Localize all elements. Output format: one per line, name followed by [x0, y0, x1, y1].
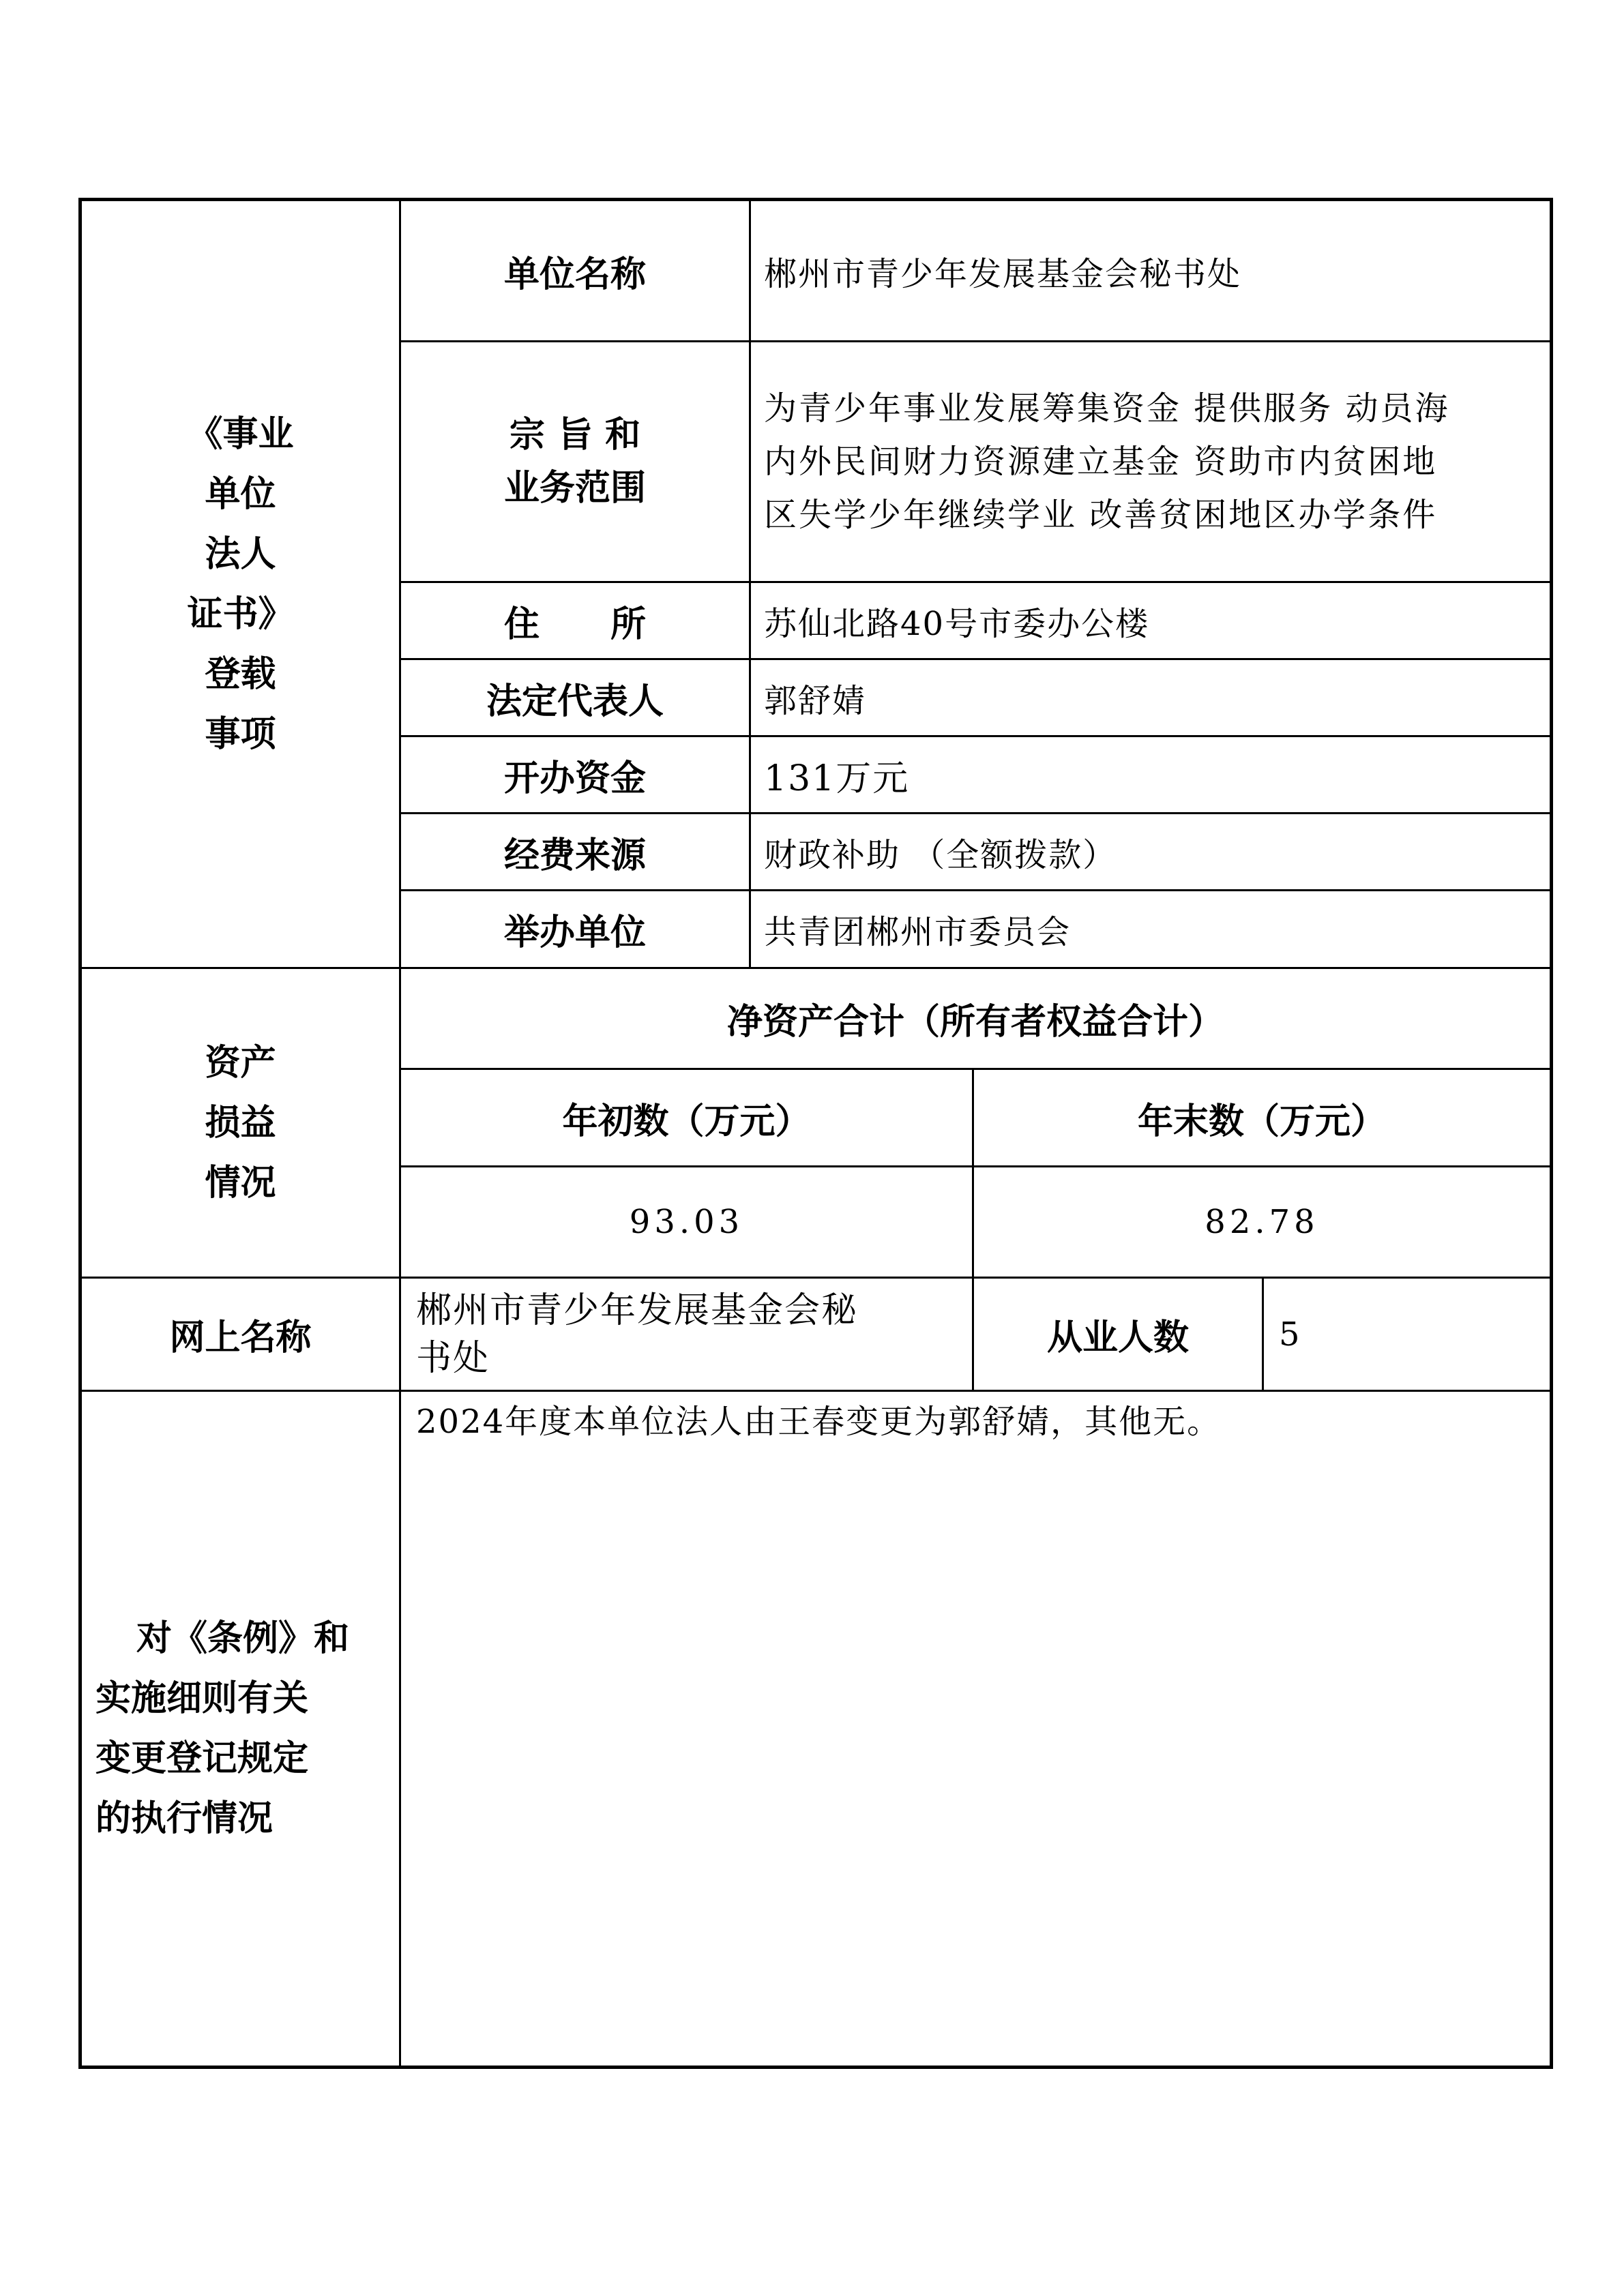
net-assets-header: 净资产合计（所有者权益合计）: [726, 1002, 1224, 1043]
compliance-text: 2024年度本单位法人由王春变更为郭舒婧，其他无。: [416, 1403, 1222, 1441]
staff-count-label: 从业人数: [1046, 1317, 1189, 1358]
online-name-value: 郴州市青少年发展基金会秘 书处: [416, 1289, 859, 1379]
sponsor-value: 共青团郴州市委员会: [764, 913, 1072, 951]
funding-source-label: 经费来源: [503, 835, 646, 876]
funding-source-value: 财政补助 （全额拨款）: [764, 835, 1117, 874]
legal-rep-value: 郭舒婧: [764, 681, 867, 720]
legal-rep-label: 法定代表人: [486, 681, 664, 722]
address-label: 住 所: [503, 603, 646, 645]
begin-year-header: 年初数（万元）: [562, 1101, 811, 1142]
unit-name-label: 单位名称: [503, 254, 646, 295]
end-year-header: 年末数（万元）: [1137, 1101, 1386, 1142]
capital-label: 开办资金: [503, 758, 646, 799]
begin-year-value: 93.03: [629, 1203, 744, 1241]
purpose-label: 宗 旨 和 业务范围: [503, 415, 646, 509]
end-year-value: 82.78: [1205, 1203, 1319, 1241]
online-name-label: 网上名称: [169, 1317, 312, 1358]
grid-line: [1262, 1278, 1264, 1391]
sponsor-label: 举办单位: [503, 912, 646, 953]
unit-name-value: 郴州市青少年发展基金会秘书处: [764, 254, 1242, 293]
capital-value: 131万元: [764, 758, 910, 799]
grid-line: [749, 198, 751, 968]
compliance-label: 对《条例》和 实施细则有关 变更登记规定 的执行情况: [95, 1618, 350, 1839]
address-value: 苏仙北路40号市委办公楼: [764, 604, 1150, 643]
staff-count-value: 5: [1279, 1315, 1301, 1354]
assets-section-label: 资产 损益 情况: [205, 1042, 276, 1204]
registration-section-label: 《事业 单位 法人 证书》 登载 事项: [187, 413, 294, 755]
purpose-value: 为青少年事业发展筹集资金 提供服务 动员海 内外民间财力资源建立基金 资助市内贫困地 区失学少年继续学业 改善贫困地区办学条件: [764, 389, 1450, 534]
